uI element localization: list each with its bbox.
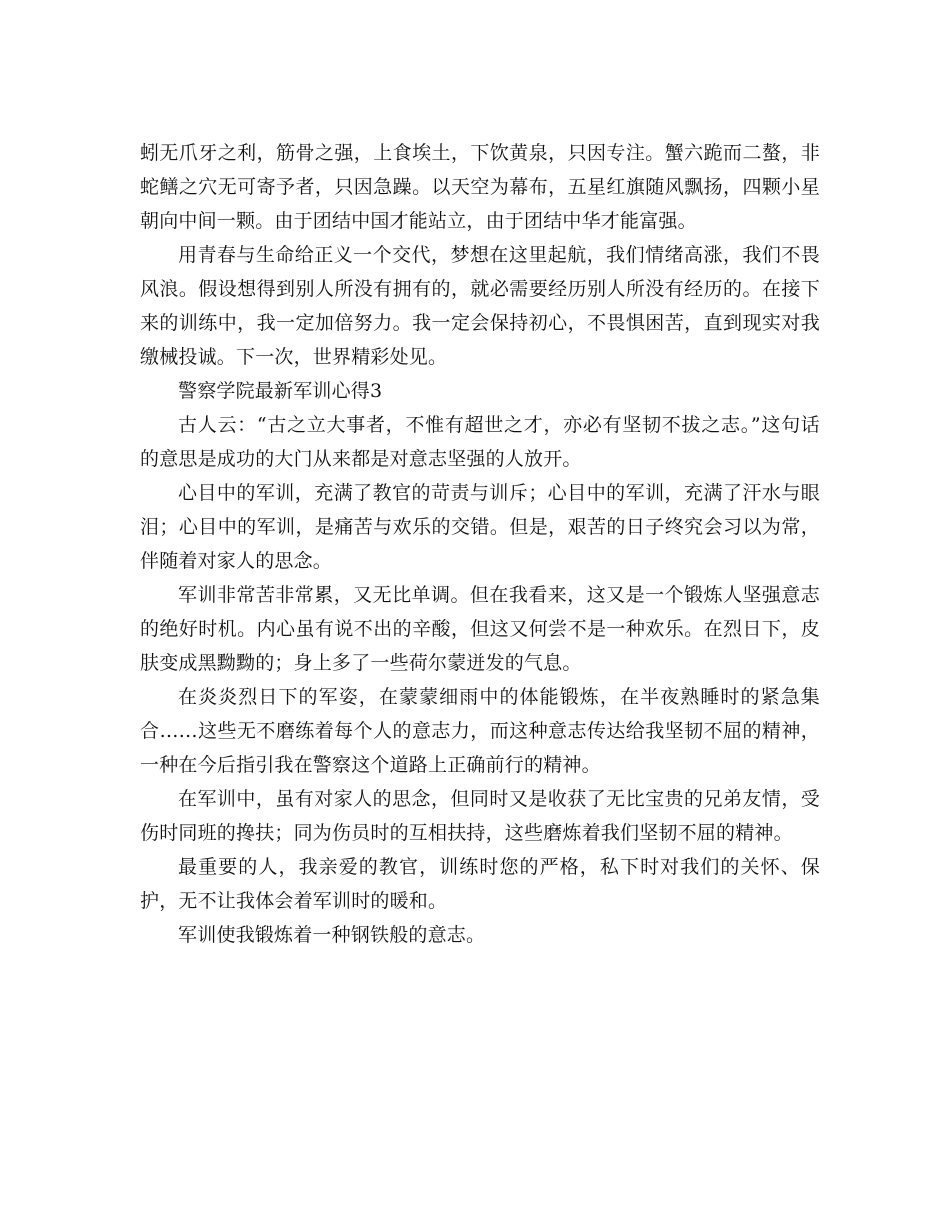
section-heading: 警察学院最新军训心得3 [178,380,383,402]
paragraph: 最重要的人，我亲爱的教官，训练时您的严格，私下时对我们的关怀、保护，无不让我体会着军训时的暖和。 [140,856,820,912]
paragraph: 在军训中，虽有对家人的思念，但同时又是收获了无比宝贵的兄弟友情，受伤时同班的搀扶；同为伤员时的互相扶持，这些磨炼着我们坚韧不屈的精神。 [140,788,820,844]
paragraph: 古人云：“古之立大事者，不惟有超世之才，亦必有坚韧不拔之志。”这句话的意思是成功的大门从来都是对意志坚强的人放开。 [140,414,820,470]
paragraph: 用青春与生命给正义一个交代，梦想在这里起航，我们情绪高涨，我们不畏风浪。假设想得到别人所没有拥有的，就必需要经历别人所没有经历的。在接下来的训练中，我一定加倍努力。我一定会保持初心，不畏惧困苦，直到现实对我缴械投诚。下一次，世界精彩处见。 [140,244,820,368]
paragraph: 军训非常苦非常累，又无比单调。但在我看来，这又是一个锻炼人坚强意志的绝好时机。内心虽有说不出的辛酸，但这又何尝不是一种欢乐。在烈日下，皮肤变成黑黝黝的；身上多了一些荷尔蒙迸发的气息。 [140,584,820,674]
paragraph: 军训使我锻炼着一种钢铁般的意志。 [178,924,486,946]
paragraph: 心目中的军训，充满了教官的苛责与训斥；心目中的军训，充满了汗水与眼泪；心目中的军训，是痛苦与欢乐的交错。但是，艰苦的日子终究会习以为常，伴随着对家人的思念。 [140,482,820,572]
paragraph: 在炎炎烈日下的军姿，在蒙蒙细雨中的体能锻炼，在半夜熟睡时的紧急集合……这些无不磨练着每个人的意志力，而这种意志传达给我坚韧不屈的精神，一种在今后指引我在警察这个道路上正确前行的精神。 [140,686,820,776]
paragraph-continuation: 蚓无爪牙之利，筋骨之强，上食埃土，下饮黄泉，只因专注。蟹六跪而二螯，非蛇鳝之穴无可寄予者，只因急躁。以天空为幕布，五星红旗随风飘扬，四颗小星朝向中间一颗。由于团结中国才能站立，由于团结中华才能富强。 [140,142,820,232]
document-body [140,136,820,952]
